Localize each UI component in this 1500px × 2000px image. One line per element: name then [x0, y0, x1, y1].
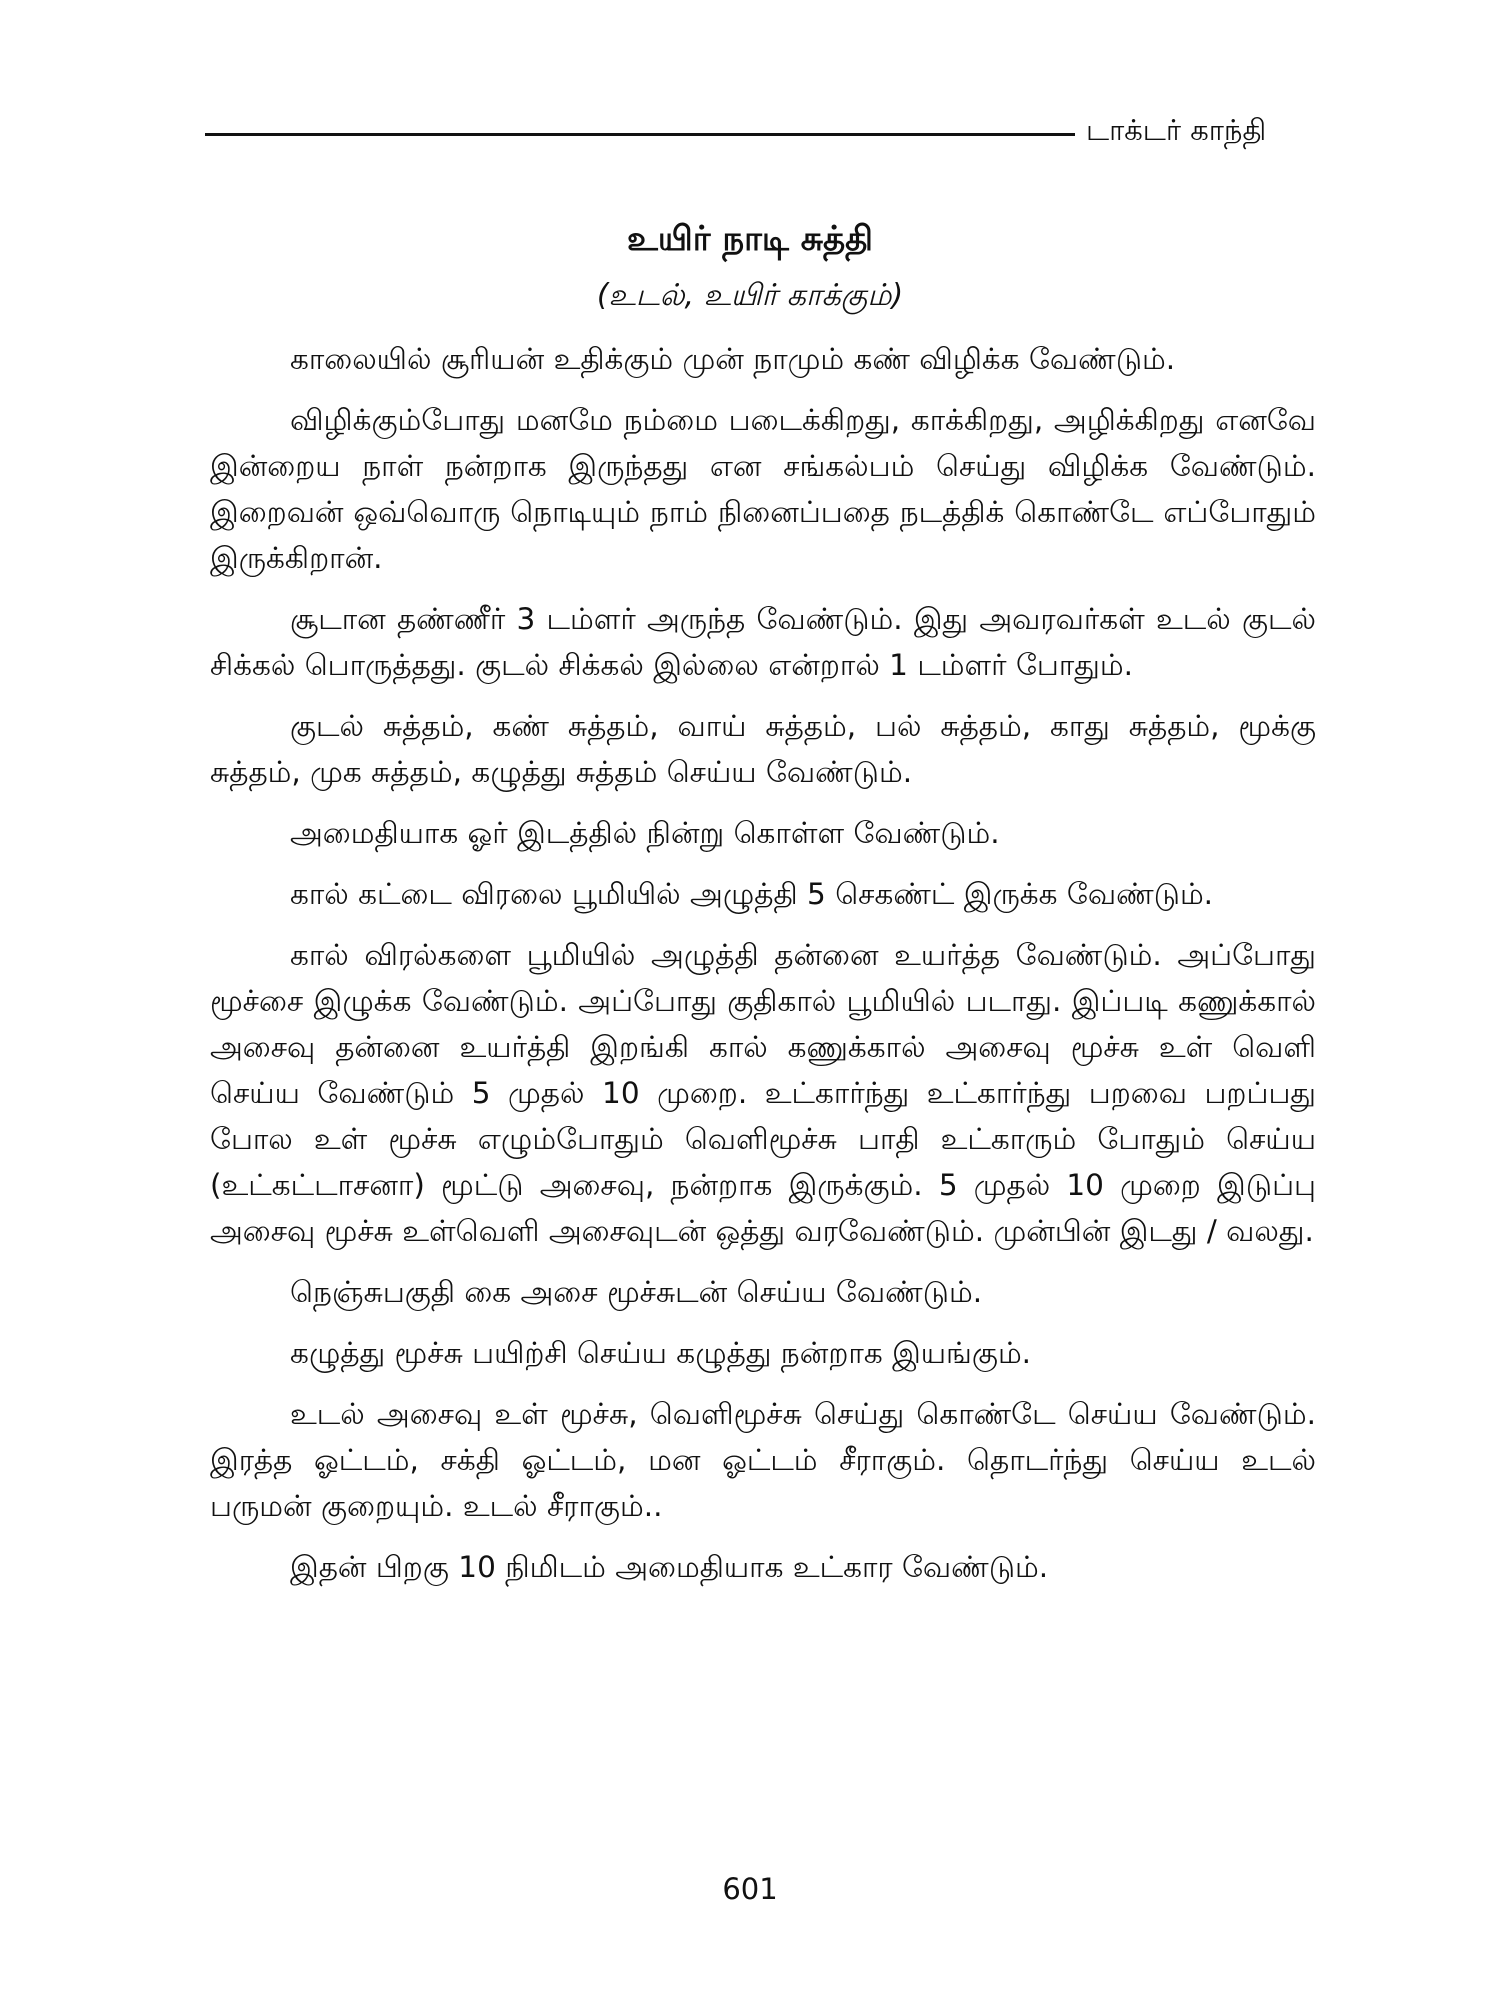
body-text — [210, 336, 1316, 1605]
paragraph: நெஞ்சுபகுதி கை அசை மூச்சுடன் செய்ய வேண்டும். — [290, 1275, 983, 1309]
header-rule — [205, 133, 1075, 136]
page-number: 601 — [722, 1872, 778, 1906]
paragraph: உடல் அசைவு உள் மூச்சு, வெளிமூச்சு செய்து கொண்டே செய்ய வேண்டும். இரத்த ஓட்டம், சக்தி ஓட்டம், மன ஓட்டம் சீராகும். தொடர்ந்து செய்ய உடல் பருமன் குறையும். உடல் சீராகும்.. — [210, 1397, 1316, 1523]
paragraph: அமைதியாக ஓர் இடத்தில் நின்று கொள்ள வேண்டும். — [290, 816, 1000, 850]
paragraph: சூடான தண்ணீர் 3 டம்ளர் அருந்த வேண்டும். இது அவரவர்கள் உடல் குடல் சிக்கல் பொருத்தது. குடல் சிக்கல் இல்லை என்றால் 1 டம்ளர் போதும். — [210, 602, 1316, 682]
paragraph: இதன் பிறகு 10 நிமிடம் அமைதியாக உட்கார வேண்டும். — [290, 1550, 1049, 1584]
paragraph: குடல் சுத்தம், கண் சுத்தம், வாய் சுத்தம், பல் சுத்தம், காது சுத்தம், மூக்கு சுத்தம், முக சுத்தம், கழுத்து சுத்தம் செய்ய வேண்டும். — [210, 709, 1316, 789]
paragraph: கால் கட்டை விரலை பூமியில் அழுத்தி 5 செகண்ட் இருக்க வேண்டும். — [290, 877, 1214, 911]
paragraph: கால் விரல்களை பூமியில் அழுத்தி தன்னை உயர்த்த வேண்டும். அப்போது மூச்சை இழுக்க வேண்டும். அப்போது குதிகால் பூமியில் படாது. இப்படி கணுக்கால் அசைவு தன்னை உயர்த்தி இறங்கி கால் கணுக்கால் அசைவு மூச்சு உள் வெளி செய்ய வேண்டும் 5 முதல் 10 முறை. உட்கார்ந்து உட்கார்ந்து பறவை பறப்பது போல உள் மூச்சு எழும்போதும் வெளிமூச்சு பாதி உட்காரும் போதும் செய்ய (உட்கட்டாசனா) மூட்டு அசைவு, நன்றாக இருக்கும். 5 முதல் 10 முறை இடுப்பு அசைவு மூச்சு உள்வெளி அசைவுடன் ஒத்து வரவேண்டும். முன்பின் இடது / வலது. — [210, 938, 1316, 1248]
paragraph: விழிக்கும்போது மனமே நம்மை படைக்கிறது, காக்கிறது, அழிக்கிறது எனவே இன்றைய நாள் நன்றாக இருந்தது என சங்கல்பம் செய்து விழிக்க வேண்டும். இறைவன் ஒவ்வொரு நொடியும் நாம் நினைப்பதை நடத்திக் கொண்டே எப்போதும் இருக்கிறான். — [210, 403, 1316, 575]
section-title: உயிர் நாடி சுத்தி — [626, 219, 873, 259]
running-header: டாக்டர் காந்தி — [1086, 113, 1267, 147]
section-subtitle: (உடல், உயிர் காக்கும்) — [596, 278, 904, 313]
paragraph: காலையில் சூரியன் உதிக்கும் முன் நாமும் கண் விழிக்க வேண்டும். — [290, 342, 1176, 376]
paragraph: கழுத்து மூச்சு பயிற்சி செய்ய கழுத்து நன்றாக இயங்கும். — [290, 1336, 1032, 1370]
